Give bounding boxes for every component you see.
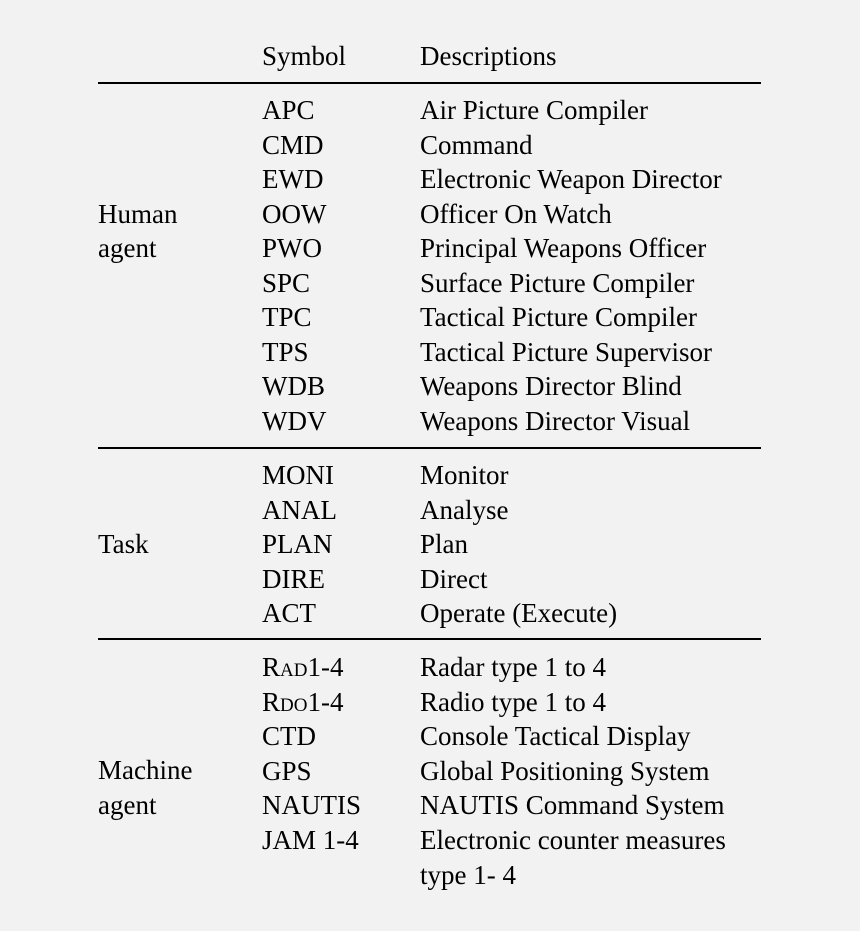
description-cell: Direct	[420, 563, 488, 594]
symbol-cell: GPS	[262, 755, 312, 786]
description-cell: Plan	[420, 529, 469, 559]
description-cell: Electronic Weapon Director	[420, 164, 722, 194]
description-cell: Radio type 1 to 4	[420, 686, 606, 717]
description-cell: Tactical Picture Supervisor	[420, 336, 713, 367]
description-cell: Weapons Director Blind	[420, 371, 682, 401]
symbol-cell: WDV	[262, 405, 327, 436]
symbol-cell: JAM 1-4	[262, 824, 359, 855]
header-descriptions: Descriptions	[420, 41, 557, 71]
symbol-cell: CTD	[262, 721, 316, 751]
symbol-cell: EWD	[262, 164, 324, 194]
symbol-cell: CMD	[262, 129, 324, 160]
symbol-cell: Rdo1-4	[262, 686, 344, 717]
header-rule	[98, 82, 761, 84]
category-label: Machine	[98, 755, 193, 785]
symbol-cell: PLAN	[262, 529, 333, 559]
symbol-cell: ANAL	[262, 494, 337, 525]
symbol-cell: PWO	[262, 233, 322, 263]
description-cell: Command	[420, 129, 533, 160]
symbol-cell: MONI	[262, 460, 334, 490]
description-cell: Electronic counter measures	[420, 824, 726, 855]
category-label: Human	[98, 199, 178, 229]
symbol-cell: DIRE	[262, 563, 325, 594]
description-cell: Tactical Picture Compiler	[420, 302, 698, 332]
symbol-cell: NAUTIS	[262, 790, 361, 820]
description-cell: Principal Weapons Officer	[420, 233, 707, 263]
group-rule	[98, 447, 761, 449]
group-rule	[98, 638, 761, 640]
category-label: Task	[98, 529, 149, 559]
symbol-cell: TPS	[262, 336, 309, 367]
description-cell: Radar type 1 to 4	[420, 652, 606, 682]
header-symbol: Symbol	[262, 41, 347, 71]
symbol-cell: ACT	[262, 598, 316, 628]
description-cell: NAUTIS Command System	[420, 790, 725, 820]
symbol-cell: TPC	[262, 302, 312, 332]
description-cell: Officer On Watch	[420, 198, 612, 229]
category-label: agent	[98, 233, 157, 263]
category-label: agent	[98, 790, 157, 820]
symbol-cell: APC	[262, 95, 315, 125]
description-cell: Console Tactical Display	[420, 721, 691, 751]
description-cell: Global Positioning System	[420, 755, 710, 786]
description-cell-continuation: type 1- 4	[420, 859, 516, 890]
description-cell: Air Picture Compiler	[420, 95, 648, 125]
description-cell: Surface Picture Compiler	[420, 267, 695, 298]
description-cell: Monitor	[420, 460, 509, 490]
description-cell: Operate (Execute)	[420, 598, 618, 628]
symbol-cell: WDB	[262, 371, 325, 401]
symbol-cell: SPC	[262, 267, 311, 298]
symbol-cell: OOW	[262, 198, 327, 229]
description-cell: Analyse	[420, 494, 509, 525]
symbol-cell: Rad1-4	[262, 652, 344, 682]
description-cell: Weapons Director Visual	[420, 405, 691, 436]
